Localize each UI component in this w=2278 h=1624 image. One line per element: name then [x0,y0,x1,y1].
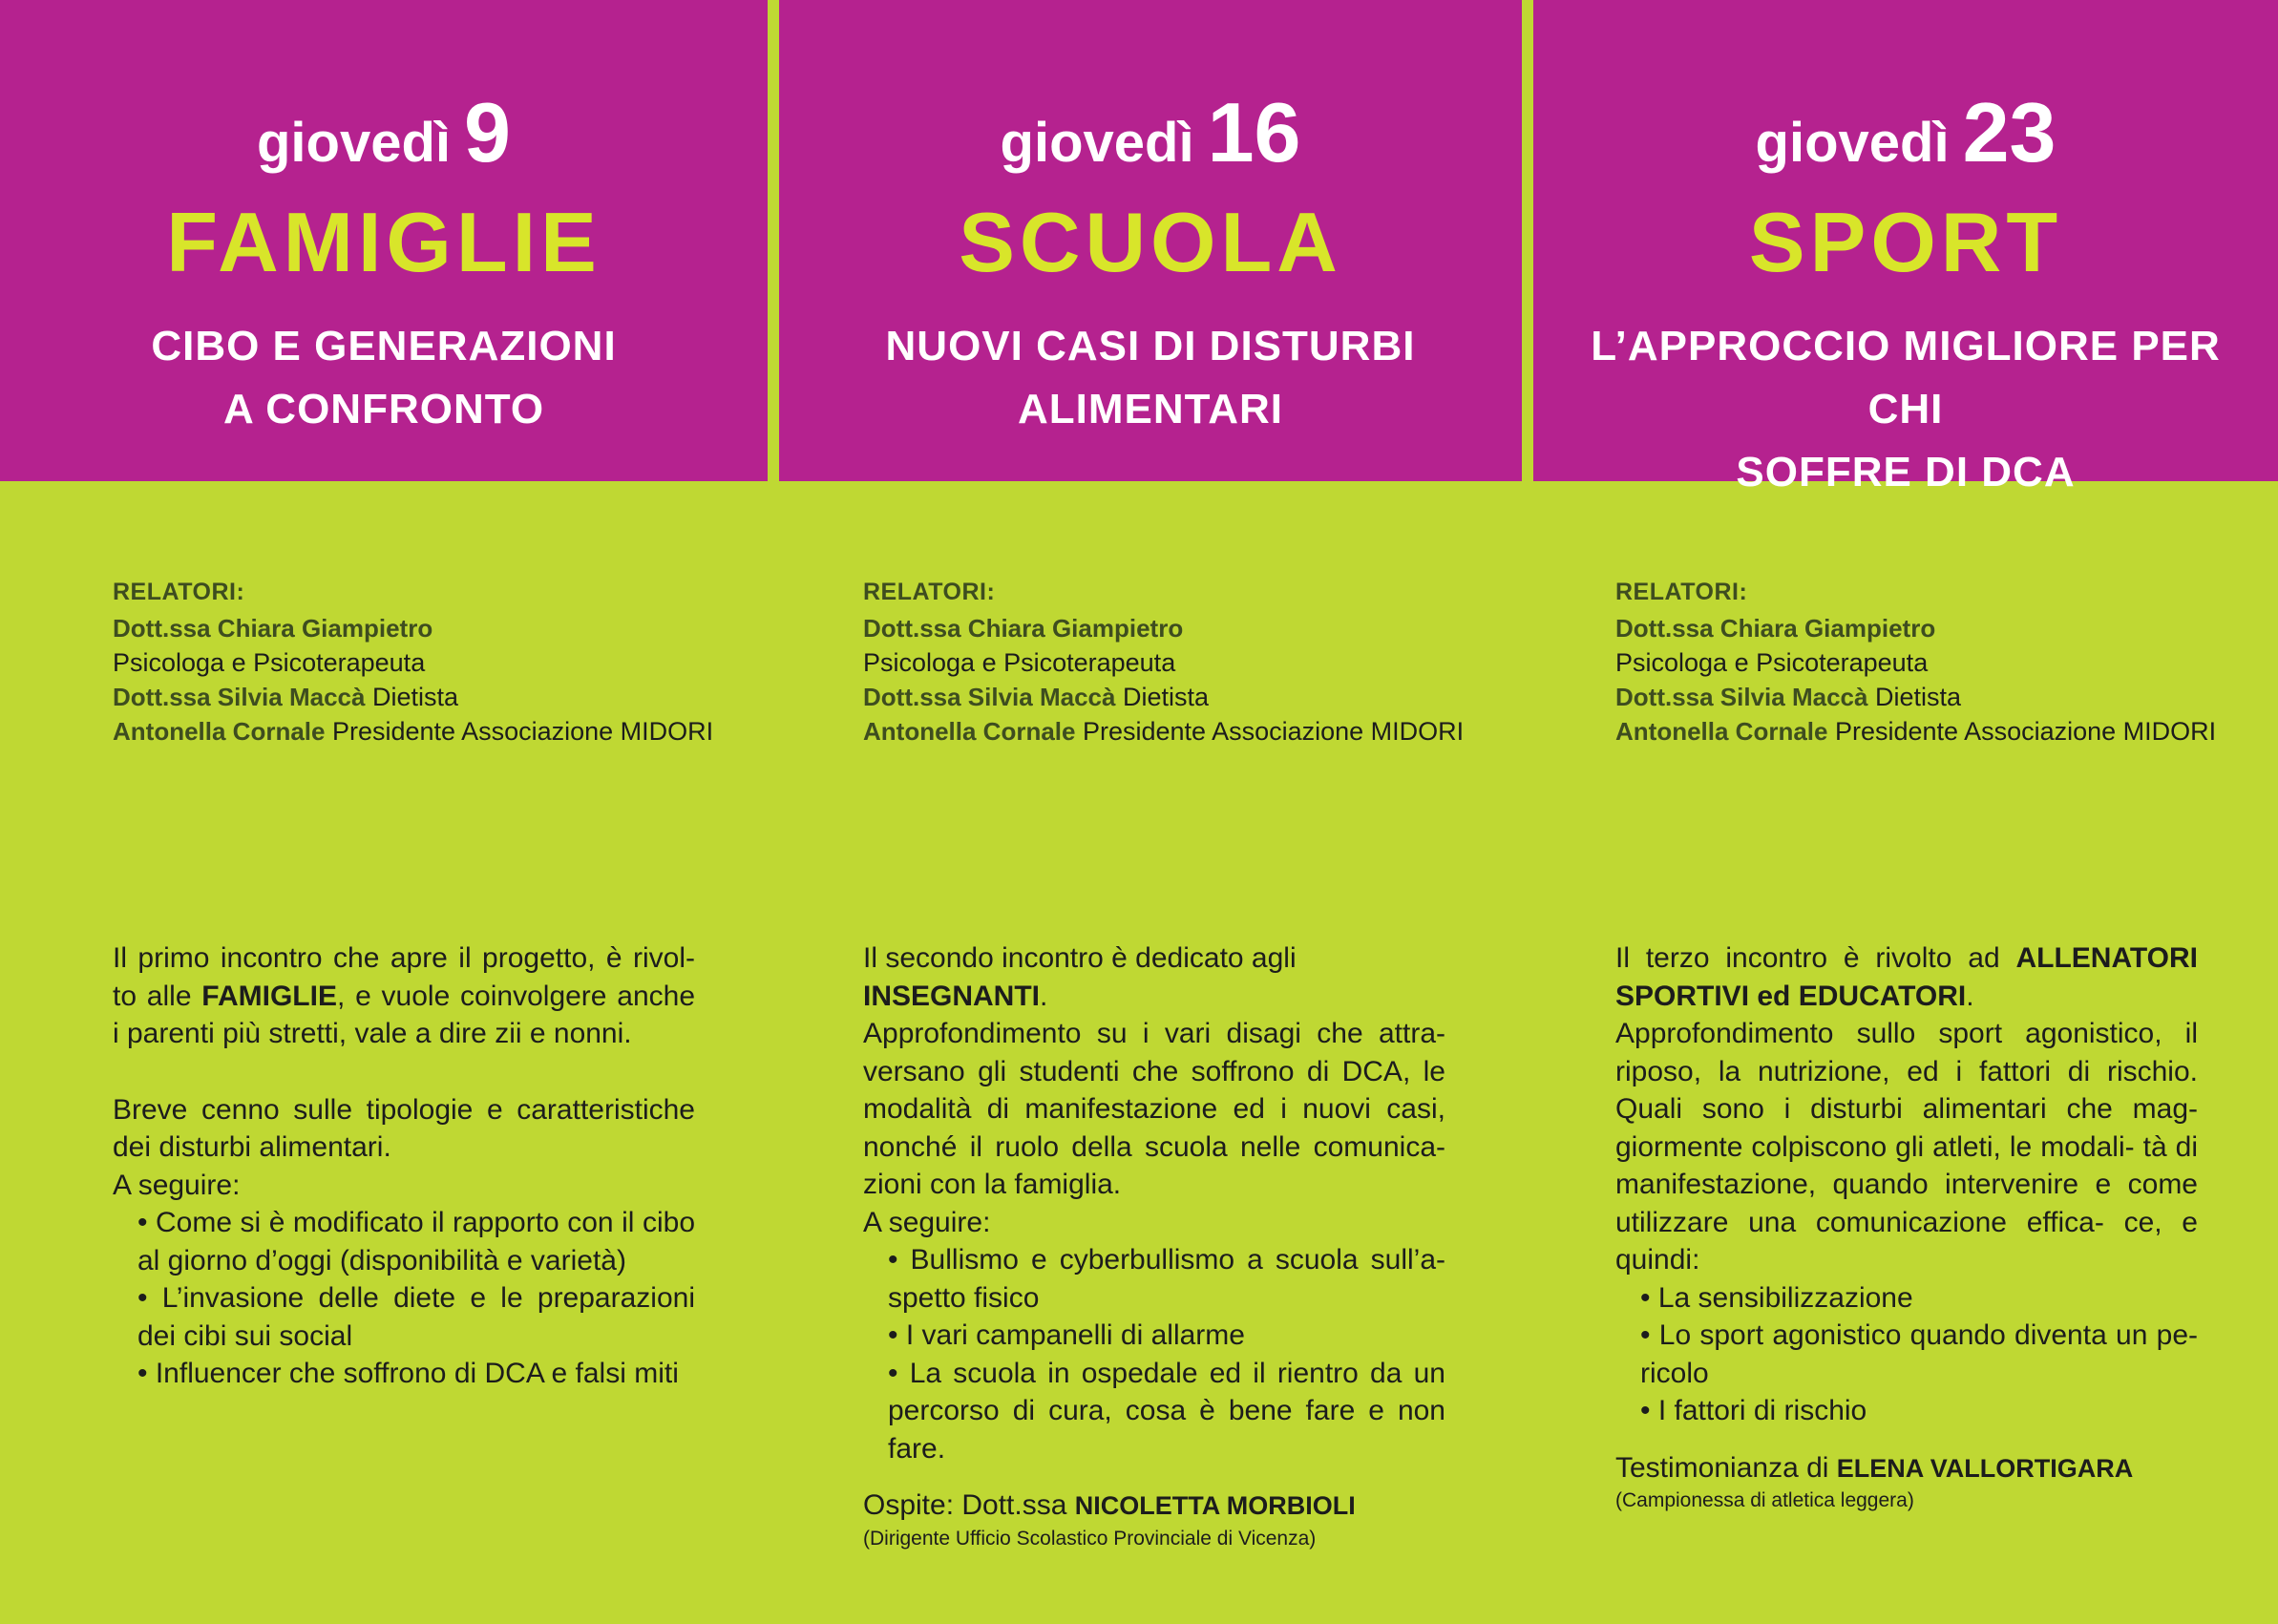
intro-paragraph: Il terzo incontro è rivolto ad ALLENATORI SPORTIVI ed EDUCATORI. [1615,942,2198,1012]
subtitle: L’APPROCCIO MIGLIORE PER CHI SOFFRE DI DCA [1591,323,2221,496]
header-scuola [779,0,1522,481]
relatori-block [113,573,714,749]
paragraph: Approfondimento sullo sport agonistico, il riposo, la nutrizione, ed i fattori di rischio. Quali sono i disturbi alimentari che mag- giormente colpiscono gli atleti, le modali- tà di manifestazione, quando intervenire e come utilizzare una comunicazione effica- ce, e quindi: [1615,1018,2198,1276]
guest-line: Ospite: Dott.ssa NICOLETTA MORBIOLI [863,1489,1356,1521]
bullet-item: • L’invasione delle diete e le preparazioni dei cibi sui social [137,1282,695,1352]
relatore-line: Psicologa e Psicoterapeuta [863,648,1176,677]
header-famiglie [0,0,768,481]
header-sport [1533,0,2278,496]
relatori-title: RELATORI: [1615,579,1748,605]
guest-line: Testimonianza di ELENA VALLORTIGARA [1615,1451,2134,1484]
relatori-block [1615,573,2217,749]
day-label: giovedì 9 [257,85,511,179]
subtitle: NUOVI CASI DI DISTURBI ALIMENTARI [885,323,1416,432]
guest-note: (Campionessa di atletica leggera) [1615,1489,1914,1511]
relatore-line: Dott.ssa Chiara Giampietro [113,614,433,643]
intro-paragraph: INSEGNANTI. [863,980,1048,1012]
guest-note: (Dirigente Ufficio Scolastico Provinciale di Vicenza) [863,1527,1317,1550]
bullet-item: • La sensibilizzazione [1640,1281,1913,1314]
bullet-item: • I vari campanelli di allarme [888,1319,1245,1351]
bullet-item: • Lo sport agonistico quando diventa un pe- ricolo [1640,1319,2198,1389]
follow-label: A seguire: [863,1206,991,1238]
theme-title: SCUOLA [959,195,1342,289]
relatore-line: Psicologa e Psicoterapeuta [113,648,426,677]
follow-label: A seguire: [113,1169,241,1201]
relatori-block [863,573,1465,749]
intro-paragraph: Il primo incontro che apre il progetto, è rivol- to alle FAMIGLIE, e vuole coinvolgere anche i parenti più stretti, vale a dire zii e nonni. [113,942,696,1049]
relatore-line: Dott.ssa Chiara Giampietro [1615,614,1936,643]
relatore-line: Antonella Cornale Presidente Associazione MIDORI [863,717,1465,746]
relatore-line: Antonella Cornale Presidente Associazione MIDORI [113,717,714,746]
bullet-item: • La scuola in ospedale ed il rientro da un percorso di cura, cosa è bene fare e non fare. [888,1357,1445,1465]
relatore-line: Dott.ssa Chiara Giampietro [863,614,1184,643]
relatore-line: Dott.ssa Silvia Maccà Dietista [1615,683,1962,711]
bullet-item: • Bullismo e cyberbullismo a scuola sull’a- spetto fisico [888,1244,1445,1314]
description-scuola [863,939,1445,1552]
bullet-item: • I fattori di rischio [1640,1395,1867,1426]
bullet-item: • Come si è modificato il rapporto con il cibo al giorno d’oggi (disponibilità e varietà) [137,1207,695,1276]
relatore-line: Dott.ssa Silvia Maccà Dietista [863,683,1210,711]
description-sport [1615,939,2198,1514]
day-label: giovedì 16 [1000,85,1301,179]
paragraph: Approfondimento su i vari disagi che attra- versano gli studenti che soffrono di DCA, le modalità di manifestazione ed i nuovi casi, nonché il ruolo della scuola nelle comunica- zioni con la famiglia. [863,1018,1445,1200]
relatori-title: RELATORI: [863,579,996,605]
intro-paragraph: Il secondo incontro è dedicato agli [863,942,1297,974]
relatori-title: RELATORI: [113,579,245,605]
relatore-line: Antonella Cornale Presidente Associazione MIDORI [1615,717,2217,746]
relatore-line: Dott.ssa Silvia Maccà Dietista [113,683,459,711]
relatore-line: Psicologa e Psicoterapeuta [1615,648,1929,677]
theme-title: SPORT [1748,195,2063,289]
bullet-item: • Influencer che soffrono di DCA e falsi miti [137,1358,679,1389]
theme-title: FAMIGLIE [166,195,601,289]
description-famiglie [113,939,695,1393]
subtitle: CIBO E GENERAZIONI A CONFRONTO [151,323,617,432]
day-label: giovedì 23 [1755,85,2057,179]
paragraph: Breve cenno sulle tipologie e caratteristiche dei disturbi alimentari. [113,1093,695,1163]
